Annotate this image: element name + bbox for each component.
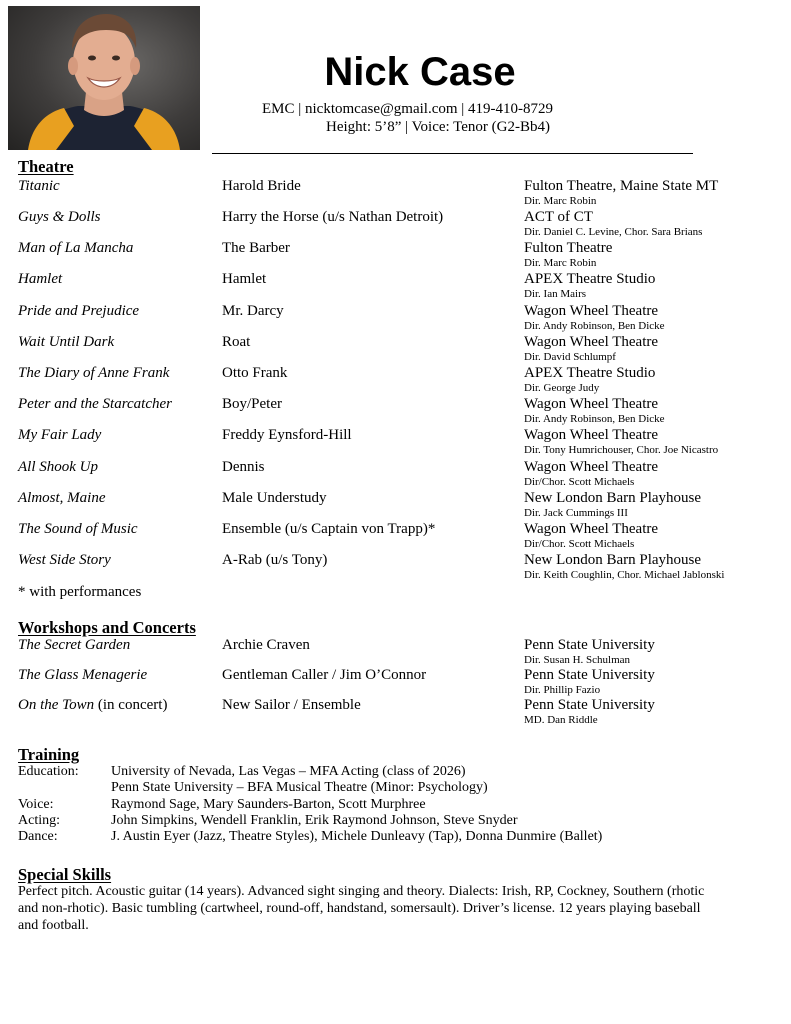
venue: Wagon Wheel Theatre xyxy=(524,521,659,537)
director: Dir. Keith Coughlin, Chor. Michael Jablonski xyxy=(524,569,725,581)
venue: Wagon Wheel Theatre xyxy=(524,303,659,319)
training-label: Voice: xyxy=(18,797,54,812)
venue: Fulton Theatre xyxy=(524,240,613,256)
workshop-row xyxy=(0,697,791,729)
credit-row xyxy=(0,427,791,459)
header-divider xyxy=(212,153,693,154)
theatre-section-title: Theatre xyxy=(18,157,74,176)
credit-row xyxy=(0,271,791,303)
venue: Wagon Wheel Theatre xyxy=(524,396,659,412)
director: Dir. Marc Robin xyxy=(524,257,597,269)
physical-details: Height: 5’8” | Voice: Tenor (G2-Bb4) xyxy=(326,119,550,135)
role: Boy/Peter xyxy=(222,396,282,412)
training-value: Raymond Sage, Mary Saunders-Barton, Scott Murphree xyxy=(111,797,426,812)
role: New Sailor / Ensemble xyxy=(222,697,361,713)
director: Dir. Susan H. Schulman xyxy=(524,654,631,666)
show-title: Peter and the Starcatcher xyxy=(18,396,172,412)
role: A-Rab (u/s Tony) xyxy=(222,552,328,568)
director: Dir. Marc Robin xyxy=(524,195,597,207)
credit-row xyxy=(0,178,791,210)
contact-info: EMC | nicktomcase@gmail.com | 419-410-8729 xyxy=(262,101,554,117)
training-section-title: Training xyxy=(18,745,80,764)
training-row xyxy=(18,797,426,813)
training-row xyxy=(18,764,465,780)
director: Dir. Jack Cummings III xyxy=(524,507,628,519)
workshop-row xyxy=(0,637,791,669)
credit-row xyxy=(0,552,791,584)
venue: Penn State University xyxy=(524,667,655,683)
role: Mr. Darcy xyxy=(222,303,284,319)
show-title: Hamlet xyxy=(18,271,63,287)
venue: New London Barn Playhouse xyxy=(524,552,702,568)
director: Dir. George Judy xyxy=(524,382,600,394)
director: Dir/Chor. Scott Michaels xyxy=(524,476,635,488)
credit-row xyxy=(0,396,791,428)
credit-row xyxy=(0,459,791,491)
workshops-section-title: Workshops and Concerts xyxy=(18,618,196,637)
director: Dir. Ian Mairs xyxy=(524,288,587,300)
show-name: The Secret Garden xyxy=(18,637,131,653)
credit-row xyxy=(0,521,791,553)
training-label: Education: xyxy=(18,764,79,779)
venue: Wagon Wheel Theatre xyxy=(524,334,659,350)
venue: Penn State University xyxy=(524,697,655,713)
venue: APEX Theatre Studio xyxy=(524,271,656,287)
skills-text: Perfect pitch. Acoustic guitar (14 years). Advanced sight singing and theory. Dialects: Irish, RP, Cockney, Southern (rhotic and non-rhotic). Basic tumbling (cartwheel, round-off, handstand, somersault). Driver’s license. 12 years playing baseball and football. xyxy=(18,884,705,933)
role: Harry the Horse (u/s Nathan Detroit) xyxy=(222,209,444,225)
training-label: Acting: xyxy=(18,813,60,828)
show-title xyxy=(18,637,130,654)
show-name: On the Town xyxy=(18,697,95,713)
training-row xyxy=(18,780,488,796)
role: Harold Bride xyxy=(222,178,301,194)
director: Dir. Tony Humrichouser, Chor. Joe Nicastro xyxy=(524,444,719,456)
role: Otto Frank xyxy=(222,365,288,381)
show-title xyxy=(18,667,147,684)
role: Dennis xyxy=(222,459,265,475)
training-value: J. Austin Eyer (Jazz, Theatre Styles), Michele Dunleavy (Tap), Donna Dunmire (Ballet) xyxy=(111,829,603,844)
show-title: Guys & Dolls xyxy=(18,209,101,225)
workshop-row xyxy=(0,667,791,699)
show-title: My Fair Lady xyxy=(18,427,102,443)
director: MD. Dan Riddle xyxy=(524,714,598,726)
training-row xyxy=(18,829,602,845)
show-title: Almost, Maine xyxy=(18,490,106,506)
credit-row xyxy=(0,365,791,397)
role: Male Understudy xyxy=(222,490,327,506)
director: Dir. Andy Robinson, Ben Dicke xyxy=(524,413,665,425)
show-title: The Sound of Music xyxy=(18,521,138,537)
venue: Penn State University xyxy=(524,637,655,653)
venue: Wagon Wheel Theatre xyxy=(524,427,659,443)
venue: Fulton Theatre, Maine State MT xyxy=(524,178,719,194)
director: Dir/Chor. Scott Michaels xyxy=(524,538,635,550)
actor-name: Nick Case xyxy=(324,50,516,94)
show-title: Titanic xyxy=(18,178,60,194)
credit-row xyxy=(0,303,791,335)
training-row xyxy=(18,813,518,829)
show-title: Man of La Mancha xyxy=(18,240,134,256)
training-value: University of Nevada, Las Vegas – MFA Acting (class of 2026) xyxy=(111,764,466,779)
show-title: All Shook Up xyxy=(18,459,98,475)
role: The Barber xyxy=(222,240,290,256)
role: Ensemble (u/s Captain von Trapp)* xyxy=(222,521,436,537)
venue: New London Barn Playhouse xyxy=(524,490,702,506)
director: Dir. Phillip Fazio xyxy=(524,684,601,696)
show-title xyxy=(18,697,167,714)
headshot-illustration xyxy=(8,6,200,150)
training-label: Dance: xyxy=(18,829,58,844)
credit-row xyxy=(0,334,791,366)
show-title: West Side Story xyxy=(18,552,111,568)
headshot-photo xyxy=(8,6,200,150)
credit-row xyxy=(0,209,791,241)
director: Dir. Daniel C. Levine, Chor. Sara Brians xyxy=(524,226,703,238)
director: Dir. Andy Robinson, Ben Dicke xyxy=(524,320,665,332)
venue: ACT of CT xyxy=(524,209,593,225)
credit-row xyxy=(0,490,791,522)
performances-note: * with performances xyxy=(18,584,142,600)
credit-row xyxy=(0,240,791,272)
role: Freddy Eynsford-Hill xyxy=(222,427,352,443)
show-title: Pride and Prejudice xyxy=(18,303,140,319)
venue: APEX Theatre Studio xyxy=(524,365,656,381)
show-title: Wait Until Dark xyxy=(18,334,115,350)
role: Archie Craven xyxy=(222,637,310,653)
show-name: The Glass Menagerie xyxy=(18,667,148,683)
role: Roat xyxy=(222,334,251,350)
training-value: Penn State University – BFA Musical Theatre (Minor: Psychology) xyxy=(111,780,488,795)
role: Gentleman Caller / Jim O’Connor xyxy=(222,667,427,683)
show-title: The Diary of Anne Frank xyxy=(18,365,170,381)
training-value: John Simpkins, Wendell Franklin, Erik Raymond Johnson, Steve Snyder xyxy=(111,813,518,828)
venue: Wagon Wheel Theatre xyxy=(524,459,659,475)
director: Dir. David Schlumpf xyxy=(524,351,616,363)
role: Hamlet xyxy=(222,271,267,287)
skills-section-title: Special Skills xyxy=(18,865,112,884)
show-suffix: (in concert) xyxy=(94,697,168,713)
